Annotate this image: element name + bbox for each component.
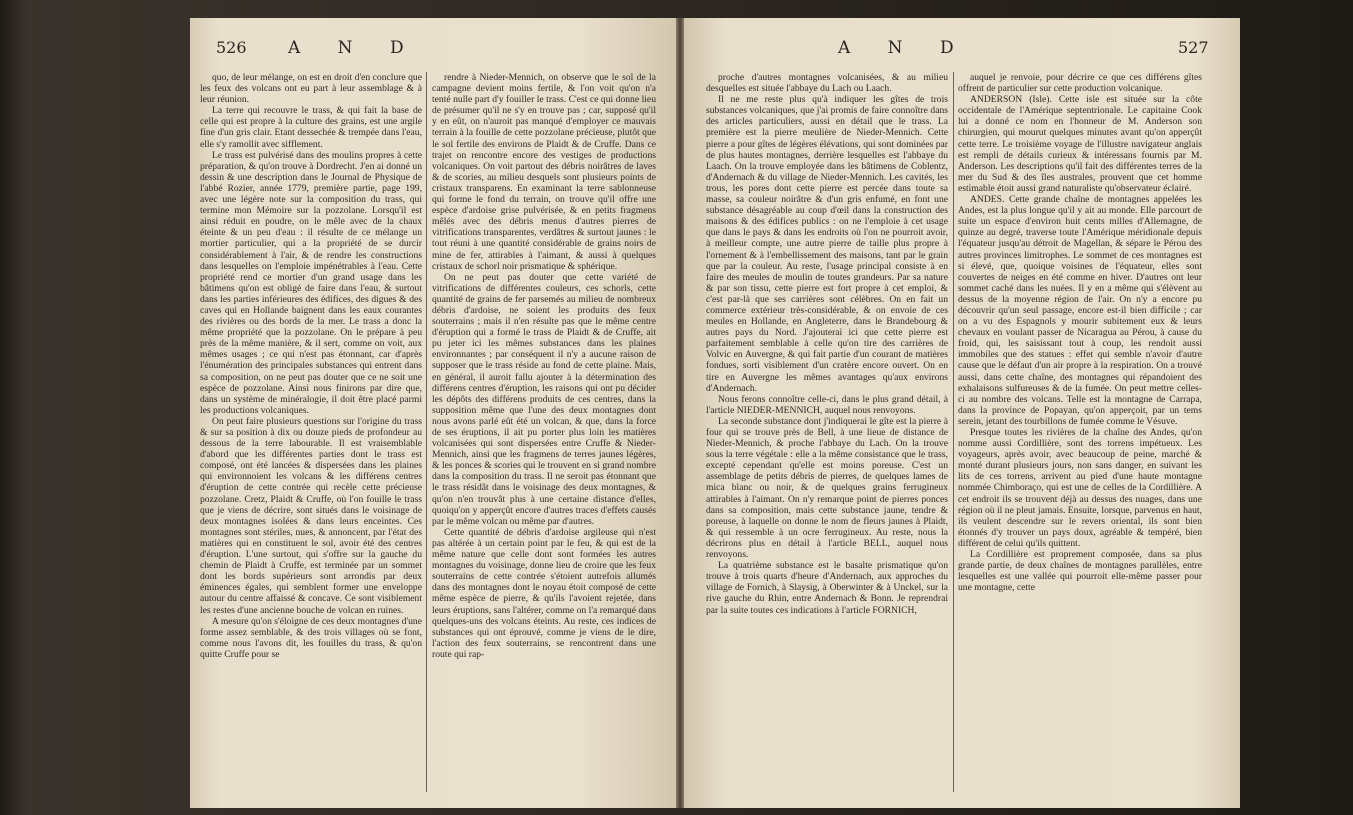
- left-column-2: [432, 72, 656, 660]
- paragraph: rendre à Nieder-Mennich, on observe que le sol de la campagne devient moins fertile, & l'on voit qu'on n'a tenté nulle part d'y fouiller le trass. C'est ce qui donne lieu de présumer qu'il ne s'y en trouve pas ; car, supposé qu'il y en eût, on n'auroit pas manqué d'employer ce mauvais terrain à la fouille de cette pozzolane précieuse, plutôt que le sol fertile des environs de Plaidt & de Cruffe. Dans ce trajet on rencontre encore des vestiges de productions volcaniques. On voit partout des débris noirâtres de laves & de scories, au milieu desquels sont plusieurs points de cristaux transparens. En examinant la terre sablonneuse qui forme le fond du terrain, on trouve qu'il offre une espèce d'ardoise grise pulvérisée, & en petits fragmens mêlés avec des débris menus d'autres pierres de vitrifications transparentes, verdâtres & surtout jaunes : le tout réuni à une quantité considérable de grains noirs de mine de fer, attirables à l'aimant, & aussi à quelques cristaux de schorl noir prismatique & sphérique.: [432, 72, 656, 272]
- left-column-divider: [426, 72, 427, 792]
- paragraph: On peut faire plusieurs questions sur l'origine du trass & sur sa position à dix ou douze pieds de profondeur au dessous de la terre labourable. Il est vraisemblable d'abord que les différentes parties dont le trass est composé, ont été lancées & dispersées dans les plaines qui environnoient les volcans & les différens centres d'éruption de cette contrée qui recèle cette précieuse pozzolane. Cretz, Plaidt & Cruffe, où l'on fouille le trass que je viens de décrire, sont situés dans le voisinage de deux montagnes isolées & dans leurs enceintes. Ces montagnes sont stériles, nues, & annoncent, par l'état des matières qui en constituent le sol, avoir été des centres d'éruption. L'une surtout, qui s'offre sur la gauche du chemin de Plaidt à Cruffe, est terminée par un sommet dont les bords supérieurs sont arrondis par deux éminences égales, qui semblent former une enveloppe autour du centre affaissé & concave. Ce sont visiblement les restes d'une ancienne bouche de volcan en ruines.: [200, 415, 422, 616]
- paragraph: quo, de leur mélange, on est en droit d'en conclure que les feux des volcans ont eu part à leur assemblage & à leur réunion.: [200, 72, 422, 106]
- book-gutter: [676, 18, 684, 808]
- paragraph: La Cordillière est proprement composée, dans sa plus grande partie, de deux chaînes de montagnes parallèles, entre lesquelles est une vallée qui pourroit elle-même passer pour une montagne, cette: [958, 549, 1202, 594]
- paragraph: Cette quantité de débris d'ardoise argileuse qui n'est pas altérée à un certain point par le feu, & qui est de la même nature que celle dont sont formées les autres montagnes du voisinage, donne lieu de croire que les feux souterrains de cette contrée s'étoient autrefois allumés dans des montagnes dont le noyau étoit composé de cette même espèce de pierre, & qu'ils l'avoient rejetée, dans leurs éruptions, sans l'altérer, comme on l'a remarqué dans quelques-uns des volcans éteints. Au reste, ces indices de substances qui ont éprouvé, comme je viens de le dire, l'action des feux souterrains, se rencontrent dans une route qui rap-: [432, 526, 656, 660]
- left-column-1: [200, 72, 422, 660]
- paragraph: La quatrième substance est le basalte prismatique qu'on trouve à trois quarts d'heure d'Andernach, aux approches du village de Fornich, à Slaysig, à Oberwinter & à Unckel, sur la rive gauche du Rhin, entre Andernach & Bonn. Je reprendrai par la suite toutes ces indications à l'article FORNICH,: [706, 560, 948, 616]
- paragraph: auquel je renvoie, pour décrire ce que ces différens gîtes offrent de particulier sur cette production volcanique.: [958, 72, 1202, 95]
- paragraph: Nous ferons connoître celle-ci, dans le plus grand détail, à l'article NIEDER-MENNICH, auquel nous renvoyons.: [706, 393, 948, 416]
- paragraph: ANDERSON (Isle). Cette isle est située sur la côte occidentale de l'Amérique septentrionale. Le capitaine Cook lui a donné ce nom en l'honneur de M. Anderson son chirurgien, qui mourut quelques minutes avant qu'on apperçût cette terre. Le troisième voyage de l'illustre navigateur anglais est rempli de détails curieux & intéressans fournis par M. Anderson. Les descriptions qu'il fait des différentes terres de la mer du Sud & des îles australes, prouvent que cet homme estimable étoit aussi grand naturaliste qu'observateur éclairé.: [958, 94, 1202, 194]
- left-running-head: A N D: [288, 38, 420, 58]
- left-page-number: 526: [216, 38, 247, 57]
- paragraph: Il ne me reste plus qu'à indiquer les gîtes de trois substances volcaniques, que j'ai promis de faire connoître dans des articles particuliers, aussi en détail que le trass. La première est la pierre meulière de Nieder-Mennich. Cette pierre a pour gîtes de légères élévations, qui sont dominées par de plus hautes montagnes, derrière lesquelles est l'abbaye du Laach. On la trouve employée dans les bâtimens de Coblentz, d'Andernach & du village de Nieder-Mennich. Les cavités, les trous, les pores dont cette pierre est percée dans toute sa masse, sa couleur noirâtre & d'un gris enfumé, en font une substance désagréable au coup d'œil dans la construction des maisons & des édifices publics : on ne l'emploie à cet usage que dans le pays & dans les endroits où l'on ne pourroit avoir, à meilleur compte, une autre pierre de taille plus propre à l'ornement & à l'embellissement des maisons, tant par le grain que par la couleur. Au reste, l'usage principal consiste à en faire des meules de moulin de toutes grandeurs. Par sa nature & par son tissu, cette pierre est fort propre à cet emploi, & c'est par-là que ses carrières sont célèbres. On en fait un commerce extérieur très-considérable, & on envoie de ces meules en Hollande, en Angleterre, dans le Brandebourg & autres pays du Nord. J'ajouterai ici que cette pierre est parfaitement semblable à celle qu'on tire des carrières de Volvic en Auvergne, & qui fait partie d'un courant de matières fondues, sorti visiblement d'un cratère encore ouvert. On en tire en Auvergne les mêmes avantages qu'aux environs d'Andernach.: [706, 94, 948, 394]
- paragraph: Le trass est pulvérisé dans des moulins propres à cette préparation, & qu'on trouve à Dordrecht. J'en ai donné un dessin & une description dans le Journal de Physique de l'abbé Rozier, année 1779, première partie, page 199, avec une légère note sur la composition du trass, qui termine mon Mémoire sur la pozzolane. Lorsqu'il est ainsi réduit en poudre, on le mêle avec de la chaux éteinte & un peu d'eau : il résulte de ce mélange un mortier particulier, qui a la propriété de se durcir considérablement à l'air, & de rendre les constructions dans lesquelles on l'emploie impénétrables à l'eau. Cette propriété rend ce mortier d'un grand usage dans les bâtimens qu'on est obligé de faire dans l'eau, & surtout dans les parties inférieures des édifices, des digues & des caves qui en Hollande baignent dans les eaux courantes des rivières ou des bords de la mer. Le trass a donc la même propriété que la pozzolane. On le prépare à peu près de la même manière, & il sert, comme on voit, aux mêmes usages ; ce qui n'est pas étonnant, car d'après l'énumération des principales substances qui entrent dans sa composition, on ne peut pas douter que ce ne soit une espèce de pozzolane. Ainsi nous finirons par dire que, dans un système de minéralogie, il doit être placé parmi les productions volcaniques.: [200, 149, 422, 416]
- right-column-divider: [953, 72, 954, 792]
- right-column-2: [958, 72, 1202, 593]
- right-column-1: [706, 72, 948, 616]
- paragraph: La seconde substance dont j'indiquerai le gîte est la pierre à four qui se trouve près de Bell, à une lieue de distance de Nieder-Mennich, & proche l'abbaye du Lach. On la trouve sous la terre végétale : elle a la même consistance que le trass, excepté cependant qu'elle est moins poreuse. C'est un assemblage de petits débris de pierres, de quelques lames de mica blanc ou noir, & de quelques grains ferrugineux attirables à l'aimant. On n'y remarque point de pierres ponces dans sa composition, mais cette substance jaune, tendre & poreuse, à laquelle on donne le nom de fleurs jaunes à Plaidt, & qui ressemble à un ocre ferrugineux. Au reste, nous la décrirons plus en détail à l'article BELL, auquel nous renvoyons.: [706, 415, 948, 561]
- paragraph: ANDES. Cette grande chaîne de montagnes appelées les Andes, est la plus longue qu'il y ait au monde. Elle parcourt de suite un espace d'environ huit cents milles d'Allemagne, de quinze au degré, traverse toute l'Amérique méridionale depuis l'équateur jusqu'au détroit de Magellan, & sépare le Pérou des autres provinces limitrophes. Le sommet de ces montagnes est si élevé, que, quoique voisines de l'équateur, elles sont couvertes de neiges en été comme en hiver. D'autres ont leur sommet caché dans les nuées. Il y en a même qui s'élèvent au dessus de la moyenne région de l'air. On n'y a encore pu découvrir qu'un seul passage, encore est-il bien difficile ; car on a vu des Espagnols y mourir subitement eux & leurs chevaux en voulant passer de Nicaragua au Pérou, à cause du froid, qui, les saisissant tout à coup, les rendoit aussi immobiles que des statues : effet qui semble n'avoir d'autre cause que le défaut d'un air propre à la respiration. On a trouvé aussi, dans cette chaîne, des montagnes qui répandoient des exhalaisons sulfureuses & de la fumée. On peut mettre celles-ci au nombre des volcans. Telle est la montagne de Carrapa, dans la province de Popayan, qu'on apperçoit, par un tems serein, jetant des tourbillons de fumée comme le Vésuve.: [958, 194, 1202, 427]
- paragraph: La terre qui recouvre le trass, & qui fait la base de celle qui est propre à la culture des grains, est une argile fine d'un gris clair. Etant dessechée & trempée dans l'eau, elle s'y ramollit avec sifflement.: [200, 105, 422, 150]
- paragraph: A mesure qu'on s'éloigne de ces deux montagnes d'une forme assez semblable, & des trois villages où se font, comme nous l'avons dit, les fouilles du trass, & qu'on quitte Cruffe pour se: [200, 615, 422, 660]
- paragraph: Presque toutes les rivières de la chaîne des Andes, qu'on nomme aussi Cordillière, sont des torrens impétueux. Les voyageurs, après avoir, avec beaucoup de peine, marché & monté durant plusieurs jours, non sans danger, en suivant les lits de ces torrens, arrivent au pied d'une haute montagne nommée Chimboraço, qui est une de celles de la Cordillière. A cet endroit ils se trouvent déjà au dessus des nuages, dans une région où il ne pleut jamais. Ensuite, lorsque, parvenus en haut, ils veulent descendre sur le revers oriental, ils sont bien étonnés d'y trouver un pays doux, agréable & tempéré, bien différent de celui qu'ils quittent.: [958, 427, 1202, 549]
- right-page-number: 527: [1178, 38, 1209, 57]
- paragraph: proche d'autres montagnes volcanisées, & au milieu desquelles est située l'abbaye du Lach ou Laach.: [706, 72, 948, 95]
- right-running-head: A N D: [838, 38, 970, 58]
- paragraph: On ne peut pas douter que cette variété de vitrifications de différentes couleurs, ces schorls, cette quantité de grains de fer parsemés au milieu de nombreux débris d'ardoise, ne soient les produits des feux souterrains ; mais il n'en résulte pas que le même centre d'éruption qui a formé le trass de Plaidt & de Cruffe, ait pu jeter ici les mêmes substances dans les plaines environnantes ; par conséquent il n'y a aucune raison de supposer que le trass réside au fond de cette plaine. Mais, en général, il auroit fallu ajouter à la détermination des différens centres d'éruption, les raisons qui ont pu décider les dépôts des différens produits de ces centres, dans la supposition même que l'une des deux montagnes dont nous avons parlé eût été un volcan, & que, dans la force de ses éruptions, il ait pu porter plus loin les matières volcanisées qui sont dispersées entre Cruffe & Nieder-Mennich, ainsi que les fragmens de terres jaunes légères, & les ponces & scories qui le trouvent en si grand nombre dans la composition du trass. Il ne seroit pas étonnant que le trass résidât dans le voisinage des deux montagnes, & qu'on n'en trouvât plus à une certaine distance d'elles, quoiqu'on y apperçût encore d'autres traces d'effets causés par le même volcan ou même par d'autres.: [432, 271, 656, 527]
